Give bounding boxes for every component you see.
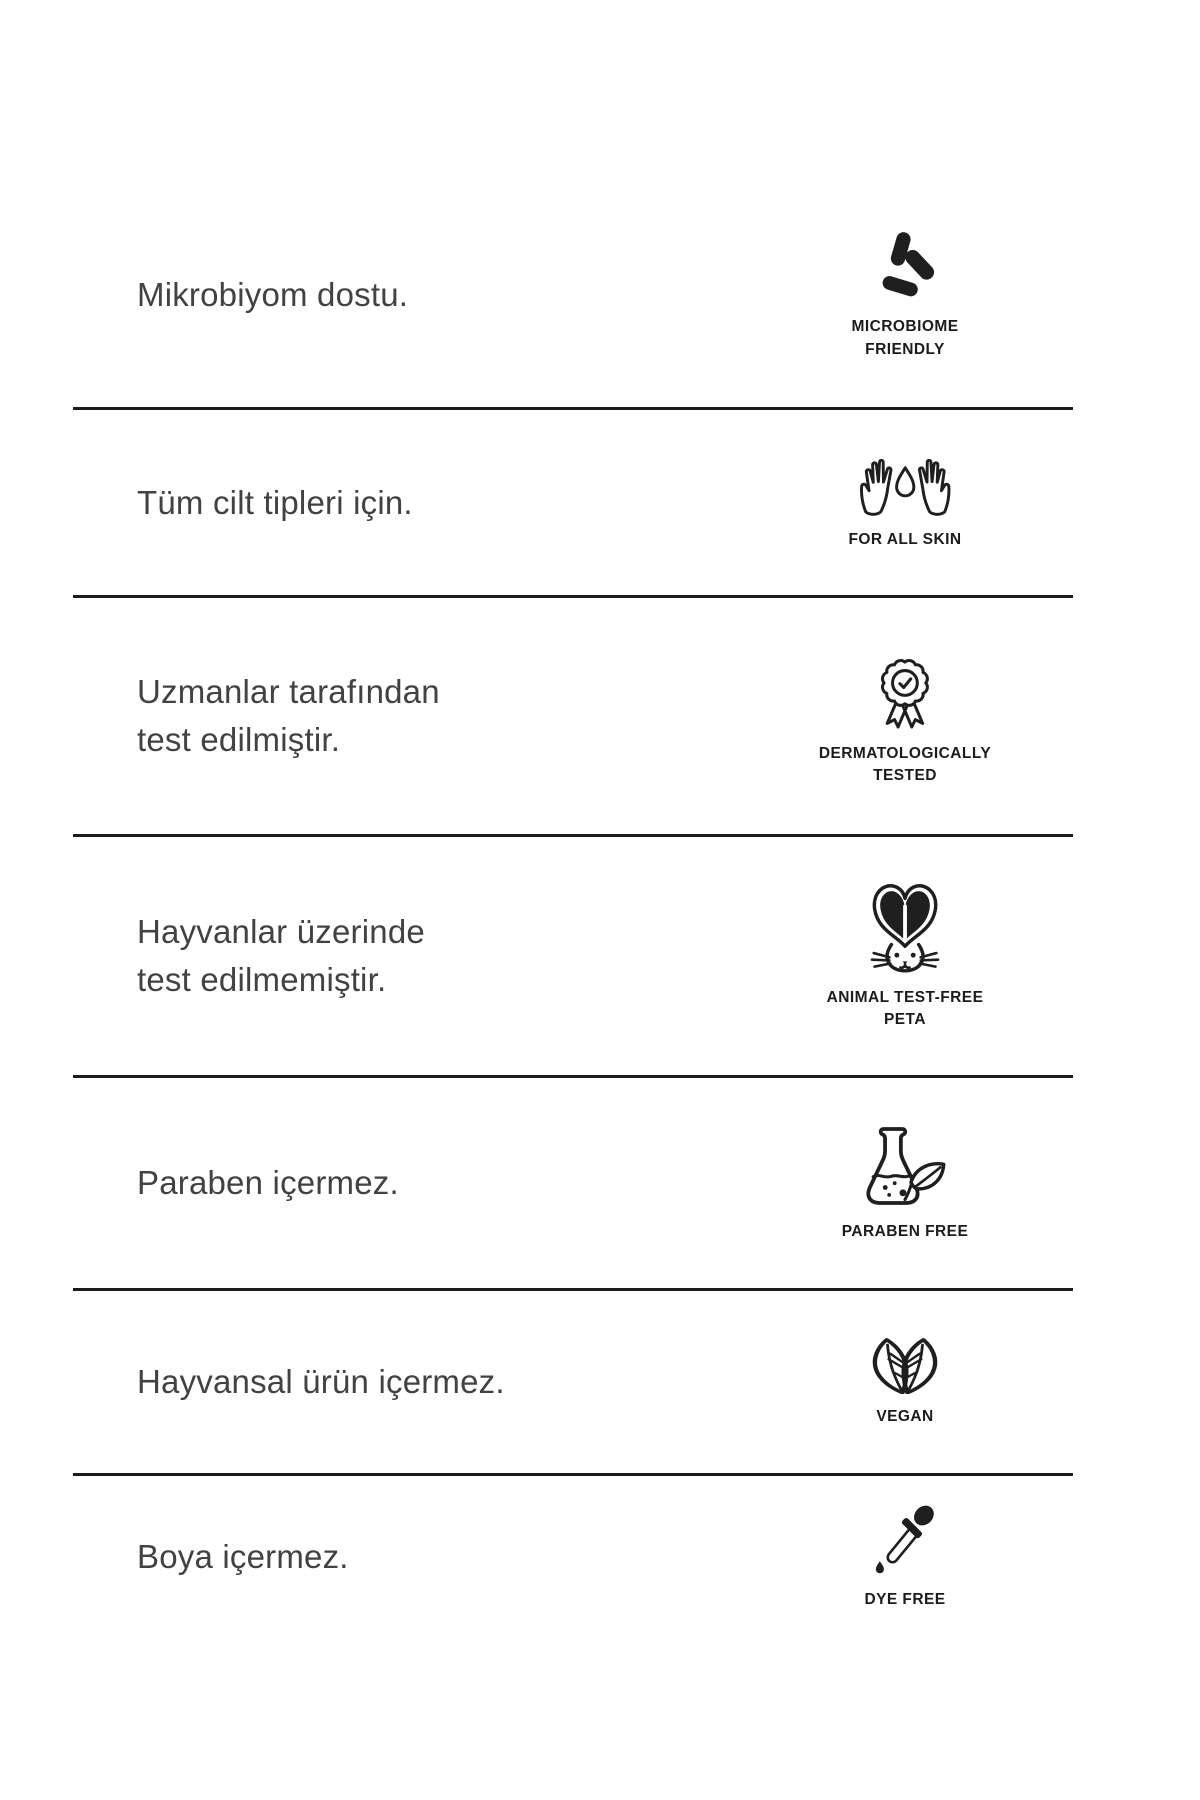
feature-row-paraben-free — [73, 1078, 1073, 1291]
feature-row-animal-test-free — [73, 837, 1073, 1078]
rabbit-heart-ears-icon — [865, 881, 945, 975]
feature-badge — [765, 645, 1045, 788]
badge-caption: MICROBIOME FRIENDLY — [851, 318, 959, 358]
badge-caption: ANIMAL TEST-FREE PETA — [826, 988, 984, 1028]
award-ribbon-check-icon — [867, 645, 943, 731]
feature-text: Boya içermez. — [137, 1538, 349, 1575]
microbiome-bacteria-icon — [867, 228, 943, 304]
feature-row-derma-tested — [73, 598, 1073, 837]
vegan-leaves-icon — [870, 1336, 940, 1394]
feature-text: Mikrobiyom dostu. — [137, 275, 409, 313]
feature-badge — [765, 228, 1045, 361]
feature-row-all-skin — [73, 410, 1073, 598]
feature-badge — [765, 1336, 1045, 1428]
feature-badge — [765, 453, 1045, 551]
feature-row-vegan — [73, 1291, 1073, 1476]
dropper-icon — [872, 1503, 939, 1577]
badge-caption: FOR ALL SKIN — [848, 531, 962, 549]
badge-caption: DERMATOLOGICALLY TESTED — [818, 744, 992, 784]
feature-row-microbiome — [73, 0, 1073, 410]
feature-text: Uzmanlar tarafından test edilmiştir. — [137, 673, 440, 758]
badge-caption: DYE FREE — [864, 1590, 946, 1608]
hands-water-drop-icon — [856, 453, 954, 517]
badge-caption: VEGAN — [876, 1407, 934, 1425]
flask-leaf-icon — [862, 1123, 948, 1209]
feature-text: Tüm cilt tipleri için. — [137, 483, 413, 521]
feature-badge — [765, 881, 1045, 1032]
feature-text: Paraben içermez. — [137, 1164, 399, 1201]
feature-badge — [765, 1503, 1045, 1611]
feature-text: Hayvanlar üzerinde test edilmemiştir. — [137, 913, 425, 998]
badge-caption: PARABEN FREE — [841, 1222, 969, 1240]
feature-row-dye-free — [73, 1476, 1073, 1800]
feature-badge — [765, 1123, 1045, 1243]
feature-text: Hayvansal ürün içermez. — [137, 1363, 505, 1400]
